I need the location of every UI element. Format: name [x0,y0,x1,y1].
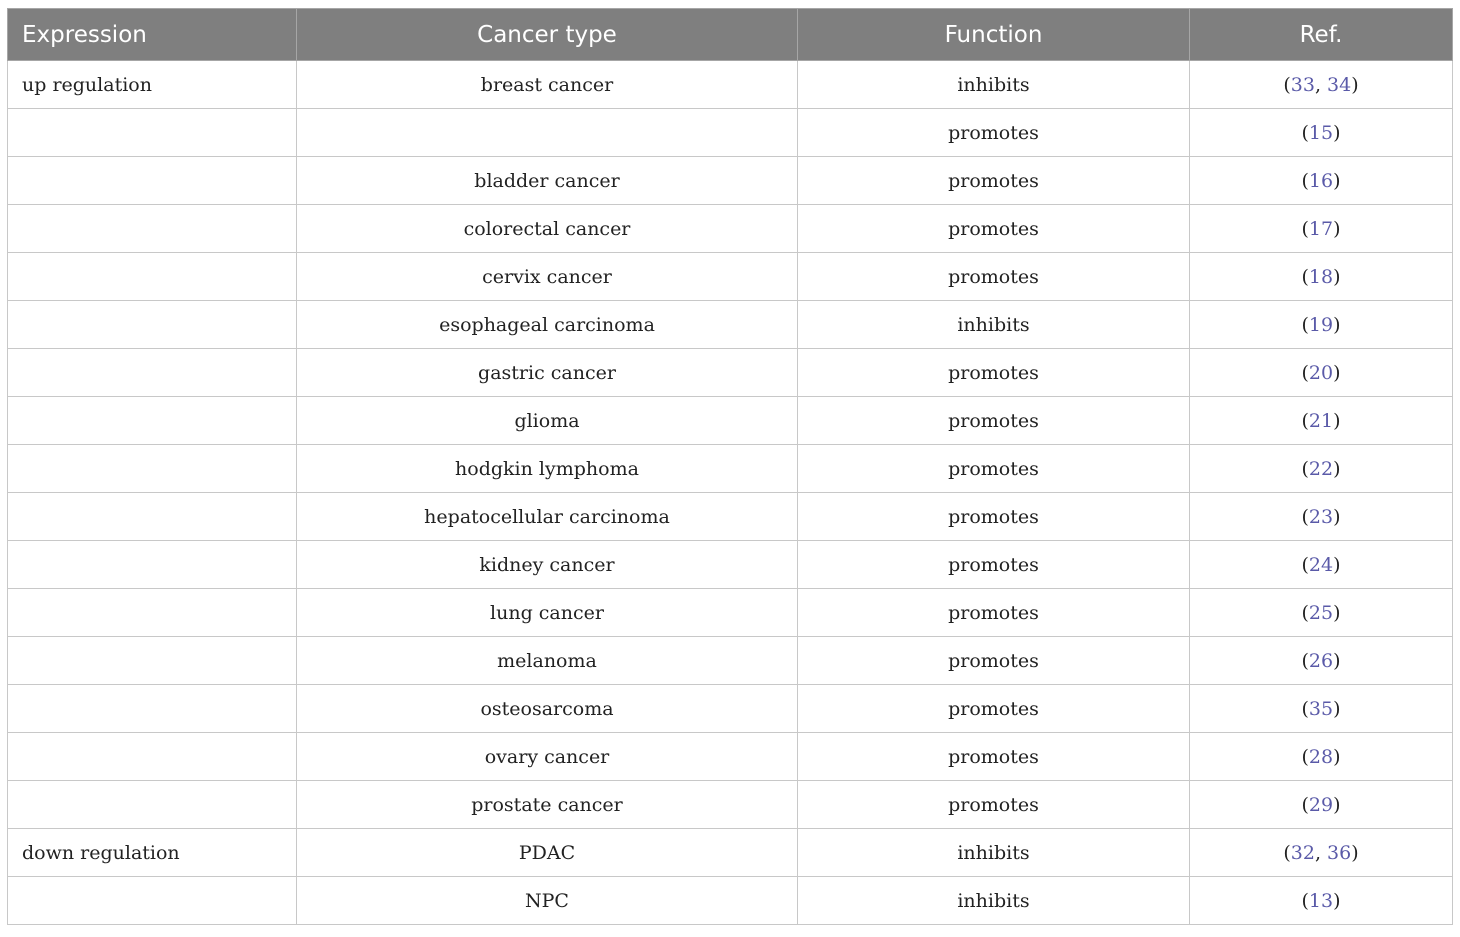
cell-cancer-type: kidney cancer [297,541,798,589]
cell-function: promotes [798,541,1190,589]
cell-ref: (13) [1190,877,1453,925]
table-row [8,445,1453,493]
cell-expression [8,493,297,541]
cell-function: promotes [798,109,1190,157]
reference-link[interactable]: 17 [1308,217,1334,240]
cell-expression [8,637,297,685]
cell-cancer-type: glioma [297,397,798,445]
cell-cancer-type: breast cancer [297,61,798,109]
cell-function: promotes [798,781,1190,829]
table-row [8,733,1453,781]
reference-link[interactable]: 16 [1308,169,1334,192]
header-function: Function [798,9,1190,61]
cell-function: promotes [798,205,1190,253]
cell-expression [8,781,297,829]
cell-cancer-type: lung cancer [297,589,798,637]
reference-link[interactable]: 19 [1308,313,1334,336]
table-row [8,253,1453,301]
cell-expression [8,253,297,301]
reference-link[interactable]: 36 [1327,841,1352,864]
cell-cancer-type: osteosarcoma [297,685,798,733]
cell-function: inhibits [798,829,1190,877]
header-row [8,9,1453,61]
cell-ref: (26) [1190,637,1453,685]
cell-cancer-type: hodgkin lymphoma [297,445,798,493]
cell-function: inhibits [798,301,1190,349]
cell-expression [8,397,297,445]
table-row [8,493,1453,541]
cell-function: promotes [798,493,1190,541]
table-row [8,397,1453,445]
cell-ref: (21) [1190,397,1453,445]
cell-expression: up regulation [8,61,297,109]
cell-function: promotes [798,589,1190,637]
cell-ref: (29) [1190,781,1453,829]
cell-function: promotes [798,253,1190,301]
cell-cancer-type: ovary cancer [297,733,798,781]
cell-ref: (28) [1190,733,1453,781]
cell-cancer-type: PDAC [297,829,798,877]
table-row [8,829,1453,877]
header-ref: Ref. [1190,9,1453,61]
reference-link[interactable]: 33 [1290,73,1315,96]
reference-link[interactable]: 32 [1290,841,1315,864]
cell-ref: (19) [1190,301,1453,349]
table-row [8,205,1453,253]
cell-ref: (22) [1190,445,1453,493]
reference-link[interactable]: 28 [1308,745,1334,768]
cell-expression [8,205,297,253]
cell-cancer-type: NPC [297,877,798,925]
cell-ref: (15) [1190,109,1453,157]
table-header [8,9,1453,61]
reference-link[interactable]: 23 [1308,505,1334,528]
cell-expression [8,877,297,925]
cell-function: promotes [798,733,1190,781]
cell-ref: (16) [1190,157,1453,205]
reference-link[interactable]: 21 [1308,409,1334,432]
cell-ref: (24) [1190,541,1453,589]
cell-cancer-type: cervix cancer [297,253,798,301]
cell-expression [8,157,297,205]
cell-expression [8,733,297,781]
cell-cancer-type: colorectal cancer [297,205,798,253]
cell-expression [8,685,297,733]
table-row [8,877,1453,925]
cancer-expression-table [7,8,1453,925]
reference-link[interactable]: 18 [1308,265,1334,288]
cell-function: promotes [798,397,1190,445]
reference-link[interactable]: 35 [1308,697,1334,720]
table-row [8,637,1453,685]
cell-ref: (20) [1190,349,1453,397]
cell-cancer-type: prostate cancer [297,781,798,829]
cell-cancer-type: melanoma [297,637,798,685]
header-cancer-type: Cancer type [297,9,798,61]
cell-ref: (35) [1190,685,1453,733]
cell-expression [8,541,297,589]
table-row [8,541,1453,589]
table-row [8,781,1453,829]
cell-cancer-type: gastric cancer [297,349,798,397]
table-container [7,8,1452,925]
table-row [8,61,1453,109]
table-row [8,301,1453,349]
cell-expression [8,589,297,637]
cell-cancer-type: esophageal carcinoma [297,301,798,349]
table-row [8,157,1453,205]
cell-function: promotes [798,445,1190,493]
reference-link[interactable]: 26 [1308,649,1334,672]
cell-expression [8,109,297,157]
table-row [8,349,1453,397]
cell-cancer-type [297,109,798,157]
reference-link[interactable]: 13 [1308,889,1334,912]
cell-ref: (23) [1190,493,1453,541]
cell-function: promotes [798,685,1190,733]
cell-function: inhibits [798,61,1190,109]
table-row [8,685,1453,733]
table-row [8,589,1453,637]
reference-link[interactable]: 25 [1308,601,1334,624]
cell-ref: (25) [1190,589,1453,637]
cell-expression [8,301,297,349]
reference-link[interactable]: 29 [1308,793,1334,816]
header-expression: Expression [8,9,297,61]
table-body [8,61,1453,925]
cell-function: promotes [798,637,1190,685]
cell-ref: (33, 34) [1190,61,1453,109]
reference-link[interactable]: 15 [1308,121,1334,144]
reference-link[interactable]: 20 [1308,361,1334,384]
cell-ref: (18) [1190,253,1453,301]
reference-link[interactable]: 22 [1308,457,1334,480]
cell-cancer-type: bladder cancer [297,157,798,205]
cell-function: inhibits [798,877,1190,925]
cell-ref: (32, 36) [1190,829,1453,877]
table-row [8,109,1453,157]
cell-ref: (17) [1190,205,1453,253]
reference-link[interactable]: 34 [1327,73,1352,96]
cell-expression: down regulation [8,829,297,877]
cell-expression [8,445,297,493]
reference-link[interactable]: 24 [1308,553,1334,576]
cell-function: promotes [798,157,1190,205]
cell-expression [8,349,297,397]
cell-function: promotes [798,349,1190,397]
cell-cancer-type: hepatocellular carcinoma [297,493,798,541]
